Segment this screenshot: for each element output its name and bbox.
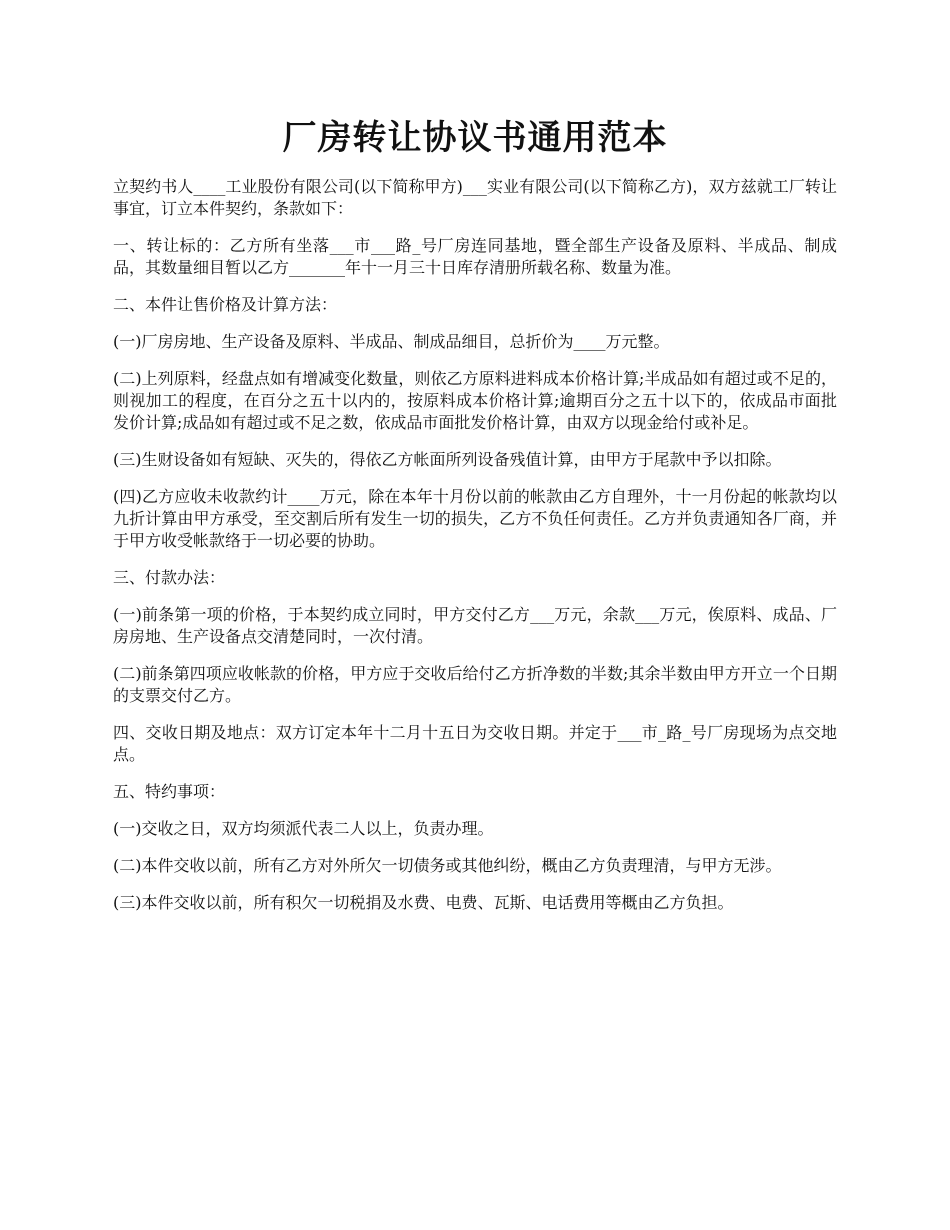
paragraph-payment-heading: 三、付款办法：	[113, 568, 226, 587]
document-title: 厂房转让协议书通用范本	[282, 118, 668, 158]
paragraph-price-3: (三)生财设备如有短缺、灭失的，得依乙方帐面所列设备残值计算，由甲方于尾款中予以扣除。	[113, 450, 782, 469]
paragraph-transfer-subject: 一、转让标的：乙方所有坐落___市___路_号厂房连同基地，暨全部生产设备及原料、半成品、制成品，其数量细目暂以乙方_______年十一月三十日库存清册所载名称、数量为准。	[113, 236, 837, 277]
paragraph-price-1: (一)厂房房地、生产设备及原料、半成品、制成品细目，总折价为____万元整。	[113, 332, 670, 351]
paragraph-payment-2: (二)前条第四项应收帐款的价格，甲方应于交收后给付乙方折净数的半数;其余半数由甲方开立一个日期的支票交付乙方。	[113, 664, 837, 705]
paragraph-delivery: 四、交收日期及地点：双方订定本年十二月十五日为交收日期。并定于___市_路_号厂房现场为点交地点。	[113, 723, 837, 764]
paragraph-price-2: (二)上列原料，经盘点如有增减变化数量，则依乙方原料进料成本价格计算;半成品如有超过或不足的，则视加工的程度，在百分之五十以内的，按原料成本价格计算;逾期百分之五十以下的，依成品市面批发价计算;成品如有超过或不足之数，依成品市面批发价格计算，由双方以现金给付或补足。	[113, 369, 837, 432]
paragraph-special-3: (三)本件交收以前，所有积欠一切税捐及水费、电费、瓦斯、电话费用等概由乙方负担。	[113, 893, 734, 912]
paragraph-intro: 立契约书人____工业股份有限公司(以下简称甲方)___实业有限公司(以下简称乙方)，双方兹就工厂转让事宜，订立本件契约，条款如下：	[113, 177, 837, 218]
paragraph-special-1: (一)交收之日，双方均须派代表二人以上，负责办理。	[113, 819, 494, 838]
paragraph-special-2: (二)本件交收以前，所有乙方对外所欠一切债务或其他纠纷，概由乙方负责理清，与甲方无涉。	[113, 856, 782, 875]
paragraph-special-heading: 五、特约事项：	[113, 782, 226, 801]
document-body	[113, 176, 837, 929]
paragraph-payment-1: (一)前条第一项的价格，于本契约成立同时，甲方交付乙方___万元，余款___万元，俟原料、成品、厂房房地、生产设备点交清楚同时，一次付清。	[113, 605, 837, 646]
paragraph-price-4: (四)乙方应收未收款约计____万元，除在本年十月份以前的帐款由乙方自理外，十一月份起的帐款均以九折计算由甲方承受，至交割后所有发生一切的损失，乙方不负任何责任。乙方并负责通知各厂商，并于甲方收受帐款络于一切必要的协助。	[113, 487, 837, 550]
paragraph-price-heading: 二、本件让售价格及计算方法：	[113, 295, 338, 314]
